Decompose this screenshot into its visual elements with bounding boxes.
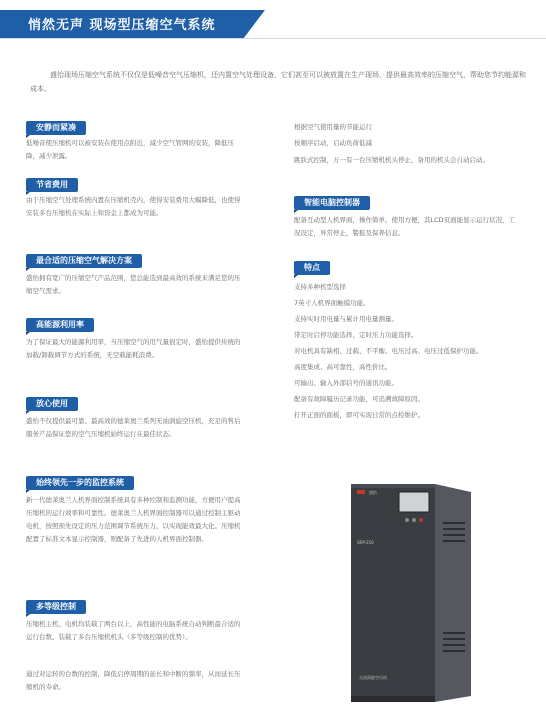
section-text-monitoring: 新一代德莱奥兰人机界面控制系统具有多种控制和监测功能，方便用户提高压缩机的运行效率和可靠性。德莱奥兰人机界面控制器可以通过控制主驱动电机，按照预先设定的压力范围调节系统压力，以实现能效最大化。压缩机配置了标准文本显示控制器，则配备了先进的人机界面控制器。 [26,496,241,543]
feature-item: 配备有故障履历记录功能，可追溯故障原因。 [294,395,424,403]
brand-logo-mark [357,490,365,494]
feature-item: 支持实时用电量与累计用电量测量。 [294,315,398,323]
emergency-stop [419,518,423,522]
page-header [0,0,546,52]
section-text-multilevel-2: 通过对运转的台数的控制，降低启停周期的延长和中断的频率，从而延长压缩机的寿命。 [26,670,241,691]
side-panel [435,484,471,702]
section-title-savings: 节省费用 [26,178,78,192]
machine-plate-label: 无油涡旋空压机 [359,675,387,680]
right-top-item: 按顺序启动，启动负荷低减 [294,139,372,147]
feature-item: 支持多种机型选择 [294,283,346,291]
section-text-solution: 盛怡拥有宽广的压缩空气产品范围，您总能选到最高效的系统来满足您的压缩空气需求。 [26,274,241,295]
feature-item: 带定时启停功能选择，定时压力功能选择。 [294,331,418,339]
feature-item: 高度集成、高可靠性，高性价比。 [294,363,392,371]
feature-item: 对电机具有缺相、过载、不平衡、电压过高、电压过低保护功能。 [294,347,483,355]
right-top-item: 跳跃式控制，万一有一台压缩机机头停止，备用的机头会自动启动。 [294,156,489,164]
section-title-efficiency: 高能源利用率 [26,318,94,332]
page-title: 悄然无声 现场型压缩空气系统 [28,18,216,33]
section-title-quiet: 安静而紧凑 [26,121,86,135]
section-title-solution: 最合适的压缩空气解决方案 [26,254,142,268]
machine-brand-label: 盛怡 [369,490,377,495]
section-text-savings: 由于压缩空气处理系统内置在压缩机壳内，使得安装费用大幅降低，也使得安装多台压缩机在实际上和资金上都成为可能。 [26,196,241,217]
section-text-efficiency: 为了保证最大的能源利用率，当压缩空气的用气量很定时，盛怡提供传统的加载/卸载调节方式的系统，无空载能耗浪费。 [26,338,241,359]
section-title-monitoring: 始终领先一步的监控系统 [26,476,134,490]
status-light [405,518,409,522]
section-title-features: 特点 [294,261,330,275]
section-title-reliable: 放心使用 [26,397,78,411]
section-text-quiet: 低噪音使压缩机可以被安装在使用点附近，减少空气管网的安装，降低压降，减少泄露。 [26,139,234,160]
machine-model-label: SRP-210 [357,540,374,545]
right-top-item: 根据空气使用量的节能运行 [294,123,372,131]
lcd-screen [399,492,429,512]
feature-item: 可输出、输入外部信号的通讯功能。 [294,379,398,387]
compressor-svg [347,482,475,704]
intro-paragraph: 盛怡现场压缩空气系统不仅仅是低噪音空气压缩机，还内置空气处理设备，它们甚至可以被放置在生产现场，提供最高效率的压缩空气，帮助您节约能源和成本。 [30,71,526,93]
header-divider [0,38,546,39]
section-text-controller: 配备互动型人机界面，操作简单，使用方便，其LCD页面能显示运行状况，工况设定，异常停止，警报及保养信息。 [294,216,516,237]
section-title-controller: 智能电脑控制器 [294,196,370,210]
section-text-multilevel: 压缩机主机、电机均装载了两台以上，高性能的电脑系统自动判断最合适的运行台数。装载了多台压缩机机头（多等级控制的优势）。 [26,620,241,641]
compressor-machine-illustration [347,482,475,704]
right-top-list [294,122,524,173]
front-panel [351,484,435,702]
features-list [294,282,519,426]
feature-item: 打开正面的面板，即可实现日常的点检维护。 [294,411,424,419]
section-title-multilevel: 多等级控制 [26,600,86,614]
status-light [412,518,416,522]
feature-item: 7英寸人机界面触摸功能。 [294,299,370,307]
section-text-reliable: 盛怡不仅提供最可靠、最高效的德莱奥兰系列无油涡旋空压机，充足的售后服务产品保证您的空气压缩机始终运行在最佳状态。 [26,417,241,438]
